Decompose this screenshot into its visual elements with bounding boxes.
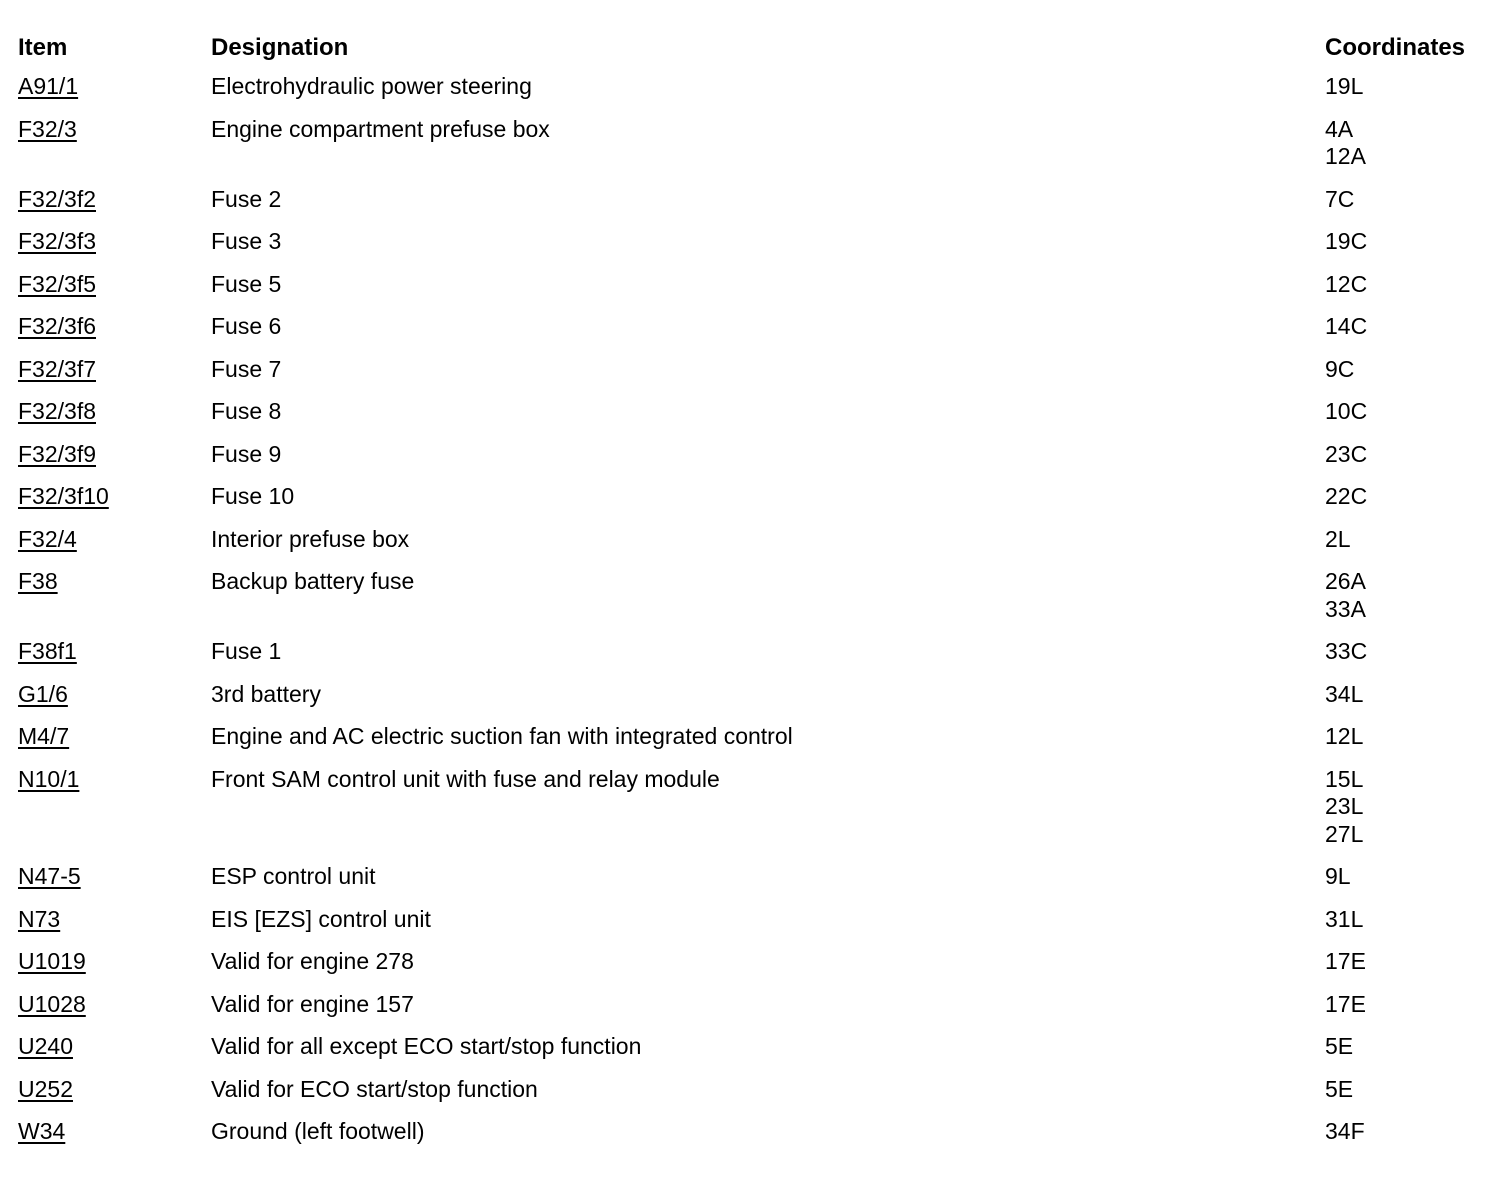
designation-cell: Valid for all except ECO start/stop function [211, 1033, 642, 1059]
item-link[interactable]: F32/3f10 [18, 483, 109, 509]
table-row [18, 179, 1488, 222]
coordinate-value: 23C [1325, 440, 1368, 467]
item-cell [18, 356, 211, 384]
coordinates-cell [1325, 313, 1488, 341]
item-link[interactable]: U252 [18, 1075, 73, 1102]
coordinate-value: 4A [1325, 115, 1354, 142]
coordinates-cell [1325, 228, 1488, 256]
designation-cell: Fuse 1 [211, 638, 282, 664]
coordinates-cell [1325, 948, 1488, 976]
column-header-item: Item [18, 34, 68, 61]
coordinate-value: 7C [1325, 185, 1355, 212]
designation-cell: Ground (left footwell) [211, 1118, 425, 1144]
item-link[interactable]: F32/3f5 [18, 270, 96, 297]
table-row [18, 759, 1488, 857]
item-cell [18, 681, 211, 709]
designation-cell: EIS [EZS] control unit [211, 905, 431, 932]
table-header [18, 30, 1488, 66]
item-link[interactable]: W34 [18, 1118, 66, 1144]
coordinate-value: 33A [1325, 595, 1366, 622]
coordinate-value: 27L [1325, 820, 1364, 847]
coordinates-cell [1325, 863, 1488, 891]
item-link[interactable]: N73 [18, 905, 61, 932]
designation-cell: Fuse 2 [211, 185, 282, 212]
coordinates-cell [1325, 723, 1488, 751]
designation-cell: ESP control unit [211, 863, 376, 889]
item-cell [18, 906, 211, 934]
coordinate-value: 12C [1325, 270, 1368, 297]
coordinates-cell [1325, 526, 1488, 554]
table-row [18, 674, 1488, 717]
item-cell [18, 186, 211, 214]
designation-cell: 3rd battery [211, 680, 321, 707]
coordinate-value: 10C [1325, 398, 1368, 424]
coordinate-value: 9L [1325, 863, 1351, 889]
item-cell [18, 1118, 211, 1146]
item-cell [18, 723, 211, 751]
item-link[interactable]: F32/3f6 [18, 313, 96, 339]
item-link[interactable]: F32/3f9 [18, 440, 96, 467]
table-row [18, 856, 1488, 899]
coordinates-cell [1325, 441, 1488, 469]
item-link[interactable]: U1019 [18, 948, 86, 974]
table-row [18, 221, 1488, 264]
item-cell [18, 991, 211, 1019]
column-header-designation: Designation [211, 34, 349, 61]
table-row [18, 391, 1488, 434]
item-cell [18, 73, 211, 101]
table-row [18, 1026, 1488, 1069]
coordinate-value: 34F [1325, 1118, 1365, 1144]
designation-cell: Fuse 7 [211, 355, 282, 382]
coordinates-cell [1325, 1076, 1488, 1104]
coordinate-value: 33C [1325, 638, 1368, 664]
item-link[interactable]: F32/3f8 [18, 398, 96, 424]
coordinate-value: 17E [1325, 948, 1366, 974]
designation-cell: Valid for engine 278 [211, 948, 414, 974]
table-row [18, 561, 1488, 631]
designation-cell: Valid for engine 157 [211, 990, 414, 1017]
item-link[interactable]: U1028 [18, 990, 86, 1017]
designation-cell: Fuse 9 [211, 440, 282, 467]
table-row [18, 519, 1488, 562]
coordinate-value: 22C [1325, 483, 1368, 509]
designation-cell: Fuse 6 [211, 313, 282, 339]
coordinates-cell [1325, 186, 1488, 214]
table-row [18, 1111, 1488, 1154]
item-cell [18, 313, 211, 341]
coordinate-value: 14C [1325, 313, 1368, 339]
table-row [18, 1069, 1488, 1112]
item-cell [18, 1033, 211, 1061]
item-link[interactable]: F32/4 [18, 525, 77, 552]
coordinate-value: 31L [1325, 905, 1364, 932]
table-row [18, 476, 1488, 519]
item-cell [18, 526, 211, 554]
table-row [18, 264, 1488, 307]
item-link[interactable]: M4/7 [18, 723, 70, 749]
item-cell [18, 948, 211, 976]
coordinates-cell [1325, 398, 1488, 426]
coordinate-value: 15L [1325, 765, 1364, 792]
table-row [18, 66, 1488, 109]
coordinate-value: 23L [1325, 793, 1364, 819]
item-cell [18, 398, 211, 426]
table-row [18, 941, 1488, 984]
coordinates-cell [1325, 356, 1488, 384]
designation-cell: Engine compartment prefuse box [211, 115, 550, 142]
coordinate-value: 19L [1325, 73, 1364, 99]
item-cell [18, 441, 211, 469]
item-cell [18, 863, 211, 891]
table-body [18, 66, 1488, 1154]
table-row [18, 109, 1488, 179]
designation-cell: Backup battery fuse [211, 568, 415, 594]
item-cell [18, 483, 211, 511]
coordinates-cell [1325, 1033, 1488, 1061]
coordinate-value: 17E [1325, 990, 1366, 1017]
table-row [18, 899, 1488, 942]
coordinate-value: 26A [1325, 568, 1366, 594]
coordinate-value: 34L [1325, 680, 1364, 707]
item-link[interactable]: F38f1 [18, 638, 77, 664]
coordinates-cell [1325, 991, 1488, 1019]
designation-cell: Fuse 5 [211, 270, 282, 297]
designation-cell: Valid for ECO start/stop function [211, 1075, 538, 1102]
table-row [18, 631, 1488, 674]
coordinate-value: 2L [1325, 525, 1351, 552]
coordinates-cell [1325, 483, 1488, 511]
table-row [18, 349, 1488, 392]
coordinates-cell [1325, 271, 1488, 299]
coordinates-cell [1325, 681, 1488, 709]
coordinate-value: 5E [1325, 1033, 1354, 1059]
coordinate-value: 12L [1325, 723, 1364, 749]
coordinates-cell [1325, 116, 1488, 171]
item-cell [18, 568, 211, 596]
coordinates-cell [1325, 906, 1488, 934]
item-link[interactable]: N47-5 [18, 863, 81, 889]
designation-cell: Interior prefuse box [211, 525, 410, 552]
item-link[interactable]: N10/1 [18, 765, 80, 792]
coordinate-value: 5E [1325, 1075, 1354, 1102]
designation-cell: Fuse 10 [211, 483, 295, 509]
table-row [18, 716, 1488, 759]
coordinates-cell [1325, 638, 1488, 666]
designation-cell: Fuse 3 [211, 228, 282, 254]
item-link[interactable]: A91/1 [18, 73, 79, 99]
item-link[interactable]: F32/3 [18, 115, 77, 142]
coordinates-cell [1325, 766, 1488, 849]
table-row [18, 306, 1488, 349]
table-row [18, 984, 1488, 1027]
item-link[interactable]: F32/3f7 [18, 355, 96, 382]
coordinates-cell [1325, 1118, 1488, 1146]
item-link[interactable]: U240 [18, 1033, 73, 1059]
designation-cell: Electrohydraulic power steering [211, 73, 532, 99]
item-cell [18, 1076, 211, 1104]
coordinate-value: 12A [1325, 143, 1366, 169]
item-cell [18, 228, 211, 256]
coordinates-cell [1325, 568, 1488, 623]
component-legend-table [18, 30, 1488, 1154]
item-cell [18, 116, 211, 144]
item-cell [18, 271, 211, 299]
item-link[interactable]: G1/6 [18, 680, 68, 707]
item-cell [18, 638, 211, 666]
coordinates-cell [1325, 73, 1488, 101]
item-link[interactable]: F38 [18, 568, 58, 594]
designation-cell: Fuse 8 [211, 398, 282, 424]
coordinate-value: 9C [1325, 355, 1355, 382]
table-row [18, 434, 1488, 477]
column-header-coordinates: Coordinates [1325, 34, 1466, 61]
designation-cell: Engine and AC electric suction fan with integrated control [211, 723, 793, 749]
item-link[interactable]: F32/3f3 [18, 228, 96, 254]
item-cell [18, 766, 211, 794]
item-link[interactable]: F32/3f2 [18, 185, 96, 212]
designation-cell: Front SAM control unit with fuse and relay module [211, 765, 720, 792]
coordinate-value: 19C [1325, 228, 1368, 254]
